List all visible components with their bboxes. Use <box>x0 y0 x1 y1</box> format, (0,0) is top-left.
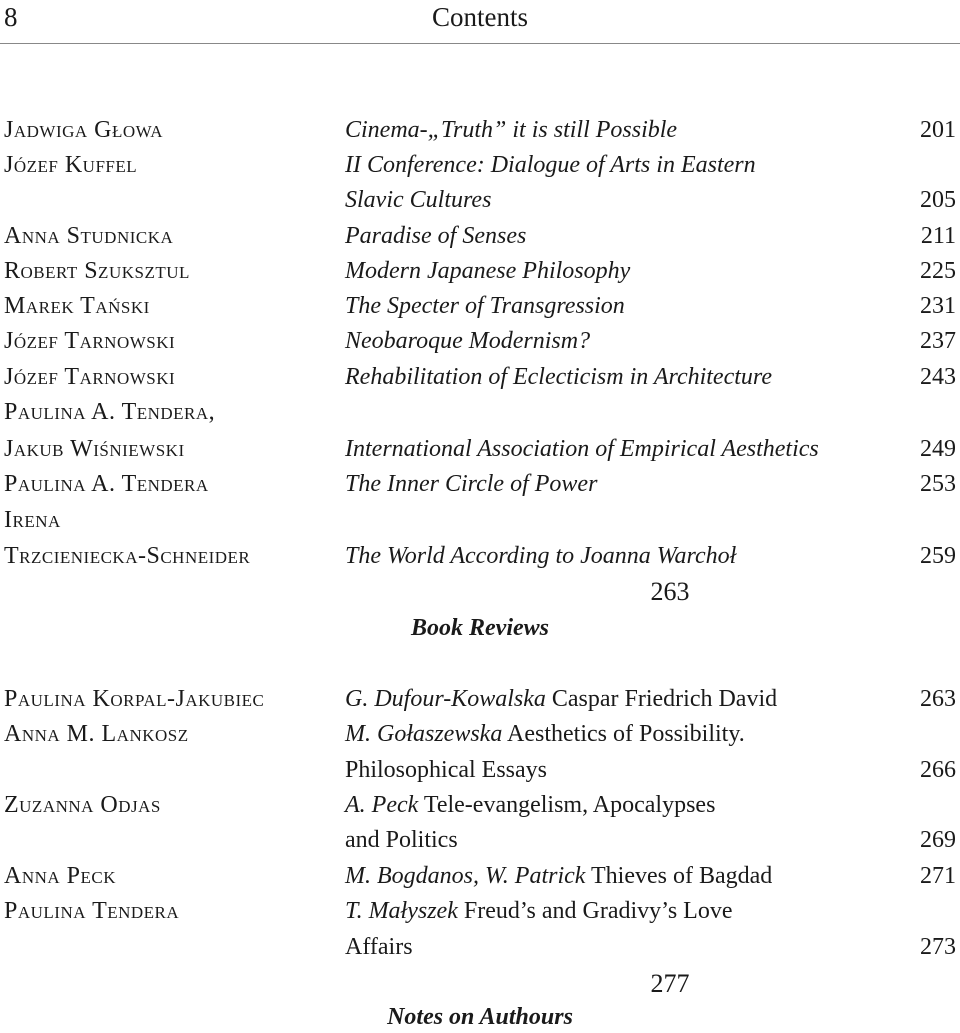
author: Irena <box>4 507 61 533</box>
article-title: Slavic Cultures <box>345 187 492 213</box>
toc-entry <box>0 395 960 429</box>
author: Anna M. Lankosz <box>4 721 189 747</box>
author: Józef Tarnowski <box>4 364 176 390</box>
author: Paulina Korpal-Jakubiec <box>4 686 265 712</box>
review-entry <box>0 788 960 822</box>
author: Paulina A. Tendera <box>4 471 209 497</box>
book-title: Thieves of Bagdad <box>585 863 773 889</box>
toc-entry <box>0 360 960 394</box>
section-page-number: 263 <box>650 577 690 606</box>
toc-entry <box>0 539 960 573</box>
page-ref: 211 <box>920 223 956 249</box>
author: Anna Peck <box>4 863 117 889</box>
page-ref: 266 <box>920 757 956 783</box>
page-ref: 225 <box>920 258 956 284</box>
toc-entry <box>0 503 960 537</box>
toc-entry <box>0 324 960 358</box>
toc-entry <box>0 219 960 253</box>
reviewed-author: M. Bogdanos, W. Patrick <box>345 863 586 889</box>
article-title: Cinema-„Truth” it is still Possible <box>345 117 678 143</box>
page-ref: 263 <box>920 686 956 712</box>
page-ref: 259 <box>920 543 956 569</box>
toc-entry <box>0 183 960 217</box>
review-entry <box>0 823 960 857</box>
author: Paulina Tendera <box>4 898 180 924</box>
reviewed-author: T. Małyszek <box>345 898 458 924</box>
header-rule <box>0 43 960 44</box>
running-header: Contents <box>431 2 528 32</box>
article-title: The Specter of Transgression <box>345 293 625 319</box>
book-title: Tele-evangelism, Apocalypses <box>418 792 716 818</box>
article-title: Modern Japanese Philosophy <box>345 258 631 284</box>
author: Jadwiga Głowa <box>4 117 164 143</box>
page-number: 8 <box>4 2 18 32</box>
article-title: The World According to Joanna Warchoł <box>345 543 737 569</box>
page-ref: 253 <box>920 471 956 497</box>
review-entry <box>0 682 960 716</box>
review-entry <box>0 894 960 928</box>
article-title: International Association of Empirical Aesthetics <box>345 436 819 462</box>
author: Paulina A. Tendera, <box>4 399 216 425</box>
article-title: Rehabilitation of Eclecticism in Architecture <box>345 364 773 390</box>
section-page-number: 277 <box>650 969 690 998</box>
toc-entry <box>0 467 960 501</box>
author: Anna Studnicka <box>4 223 174 249</box>
toc-entry <box>0 148 960 182</box>
page-ref: 231 <box>920 293 956 319</box>
author: Trzcieniecka-Schneider <box>4 543 251 569</box>
author: Robert Szuksztul <box>4 258 190 284</box>
article-title: Neobaroque Modernism? <box>345 328 591 354</box>
author: Jakub Wiśniewski <box>4 436 185 462</box>
article-title: Paradise of Senses <box>345 223 527 249</box>
page-ref: 269 <box>920 827 956 853</box>
book-title: Aesthetics of Possibility. <box>502 721 745 747</box>
book-title: Freud’s and Gradivy’s Love <box>457 898 733 924</box>
author: Józef Kuffel <box>4 152 138 178</box>
author: Marek Tański <box>4 293 150 319</box>
toc-entry <box>0 113 960 147</box>
article-title: The Inner Circle of Power <box>345 471 598 497</box>
review-entry <box>0 753 960 787</box>
page-ref: 237 <box>920 328 956 354</box>
review-entry <box>0 859 960 893</box>
section-heading: Notes on Authours <box>387 1004 573 1030</box>
page-ref: 243 <box>920 364 956 390</box>
page-ref: 201 <box>920 117 956 143</box>
review-entry <box>0 717 960 751</box>
article-title: II Conference: Dialogue of Arts in Eastern <box>345 152 756 178</box>
page-ref: 205 <box>920 187 956 213</box>
review-entry <box>0 930 960 964</box>
author: Józef Tarnowski <box>4 328 176 354</box>
toc-entry <box>0 432 960 466</box>
book-title: Caspar Friedrich David <box>545 686 778 712</box>
reviewed-author: M. Gołaszewska <box>345 721 503 747</box>
book-title: Philosophical Essays <box>345 757 547 783</box>
page-ref: 249 <box>920 436 956 462</box>
toc-entry <box>0 289 960 323</box>
author: Zuzanna Odjas <box>4 792 161 818</box>
toc-entry <box>0 254 960 288</box>
page-ref: 273 <box>920 934 956 960</box>
section-heading: Book Reviews <box>411 615 549 641</box>
reviewed-author: A. Peck <box>345 792 419 818</box>
book-title: and Politics <box>345 827 458 853</box>
reviewed-author: G. Dufour-Kowalska <box>345 686 546 712</box>
book-title: Affairs <box>345 934 413 960</box>
page-ref: 271 <box>920 863 956 889</box>
